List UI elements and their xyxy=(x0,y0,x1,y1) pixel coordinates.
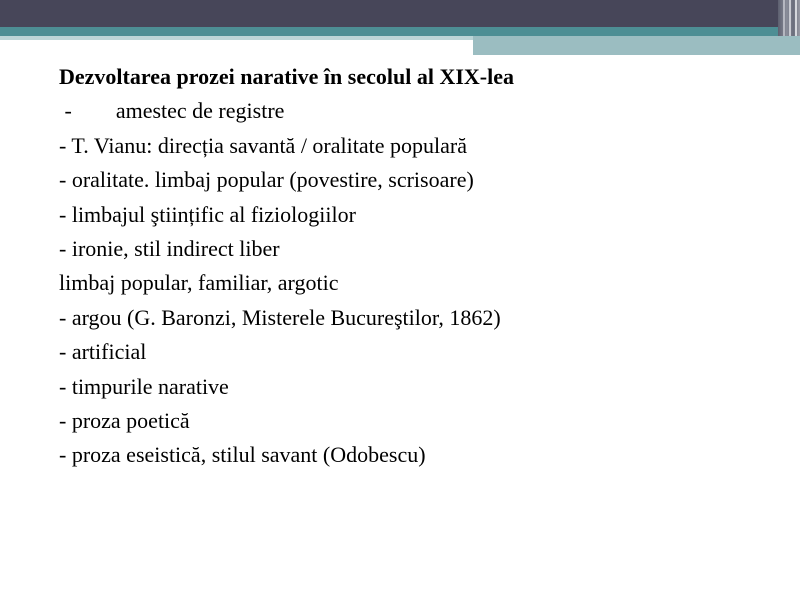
bullet-line: - amestec de registre xyxy=(59,98,285,124)
bullet-line: - limbajul ştiințific al fiziologiilor xyxy=(59,201,356,227)
corner-decoration xyxy=(778,0,800,36)
bullet-line: - timpurile narative xyxy=(59,373,229,399)
header-light-block xyxy=(473,36,800,55)
slide-content xyxy=(59,60,779,473)
slide-title: Dezvoltarea prozei narative în secolul al XIX-lea xyxy=(59,64,514,89)
header-light-stripe xyxy=(0,36,473,40)
bullet-line: - proza poetică xyxy=(59,408,190,434)
subheading-line: limbaj popular, familiar, argotic xyxy=(59,270,339,296)
bullet-line: - ironie, stil indirect liber xyxy=(59,236,280,262)
bullet-line: - proza eseistică, stilul savant (Odobescu) xyxy=(59,442,426,468)
bullet-line: - oralitate. limbaj popular (povestire, scrisoare) xyxy=(59,167,474,193)
header-accent-stripe xyxy=(0,27,800,36)
bullet-line: - argou (G. Baronzi, Misterele Bucureştilor, 1862) xyxy=(59,304,501,330)
bullet-line: - T. Vianu: direcția savantă / oralitate populară xyxy=(59,132,467,158)
header-bar xyxy=(0,0,800,27)
bullet-line: - artificial xyxy=(59,339,147,365)
